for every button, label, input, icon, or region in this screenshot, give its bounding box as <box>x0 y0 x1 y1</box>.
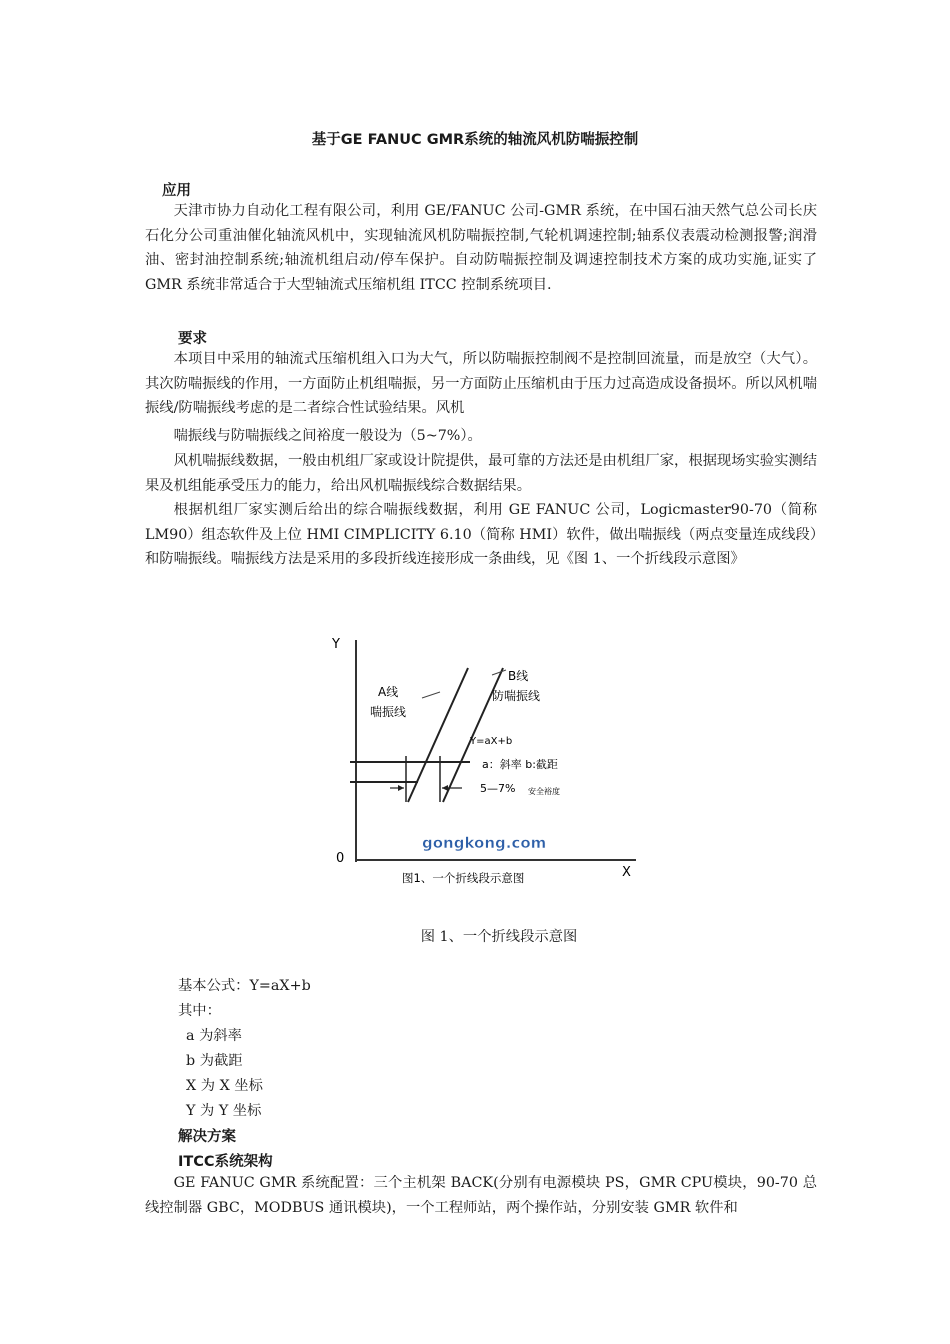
margin-value-label: 5—7% <box>480 782 516 795</box>
heading-requirement: 要求 <box>178 331 207 347</box>
equation-label: Y=aX+b <box>470 736 513 747</box>
formula-item: b 为截距 <box>186 1053 243 1069</box>
paragraph-solution: GE FANUC GMR 系统配置：三个主机架 BACK(分别有电源模块 PS，GMR CPU模块，90-70 总线控制器 GBC，MODBUS 通讯模块)，一个工程师站，两个操作站，分别安装 GMR 软件和 <box>145 1175 817 1216</box>
formula-item: a 为斜率 <box>186 1028 242 1044</box>
line-b-label-2: 防喘振线 <box>492 689 541 703</box>
heading-solution: 解决方案 <box>178 1129 236 1145</box>
origin-label: 0 <box>336 851 345 866</box>
formula-where: 其中： <box>178 1003 221 1019</box>
figure-caption: 图 1、一个折线段示意图 <box>420 929 578 945</box>
line-a-label-1: A线 <box>378 685 399 699</box>
x-axis-label: X <box>622 865 631 880</box>
formula-item: X 为 X 坐标 <box>186 1078 263 1094</box>
y-axis-label: Y <box>332 637 340 652</box>
margin-text-label: 安全裕度 <box>528 787 560 796</box>
paragraph-requirement-4: 根据机组厂家实测后给出的综合喘振线数据，利用 GE FANUC 公司，Logicmaster90-70（简称 LM90）组态软件及上位 HMI CIMPLICITY 6.10（简称 HMI）软件，做出喘振线（两点变量连成线段）和防喘振线。喘振线方法是采用的多段折线连接形成一条曲线，见《图 1、一个折线段示意图》 <box>145 502 817 568</box>
heading-application: 应用 <box>162 183 191 199</box>
paragraph-requirement-1: 本项目中采用的轴流式压缩机组入口为大气，所以防喘振控制阀不是控制回流量，而是放空（大气）。其次防喘振线的作用，一方面防止机组喘振，另一方面防止压缩机由于压力过高造成设备损坏。所以风机喘振线/防喘振线考虑的是二者综合性试验结果。风机 <box>145 351 817 417</box>
polyline-figure <box>330 630 640 890</box>
legend-label: a：斜率 b:截距 <box>482 758 558 771</box>
line-b-label-1: B线 <box>508 669 529 683</box>
formula-line: 基本公式：Y=aX+b <box>178 978 311 994</box>
document-title: 基于GE FANUC GMR系统的轴流风机防喘振控制 <box>311 132 639 148</box>
formula-item: Y 为 Y 坐标 <box>186 1103 262 1119</box>
figure-inner-caption: 图1、一个折线段示意图 <box>402 871 525 885</box>
watermark-text: gongkong.com <box>422 834 547 852</box>
paragraph-application: 天津市协力自动化工程有限公司，利用 GE/FANUC 公司-GMR 系统，在中国石油天然气总公司长庆石化分公司重油催化轴流风机中，实现轴流风机防喘振控制,气轮机调速控制;轴系仪表震动检测报警;润滑油、密封油控制系统;轴流机组启动/停车保护。自动防喘振控制及调速控制技术方案的成功实施,证实了 GMR 系统非常适合于大型轴流式压缩机组 ITCC 控制系统项目. <box>145 203 817 293</box>
paragraph-requirement-2: 喘振线与防喘振线之间裕度一般设为（5~7%）。 <box>173 428 482 444</box>
heading-itcc-architecture: ITCC系统架构 <box>178 1154 273 1170</box>
line-a-label-2: 喘振线 <box>370 705 407 719</box>
paragraph-requirement-3: 风机喘振线数据，一般由机组厂家或设计院提供，最可靠的方法还是由机组厂家，根据现场实验实测结果及机组能承受压力的能力，给出风机喘振线综合数据结果。 <box>145 453 817 494</box>
